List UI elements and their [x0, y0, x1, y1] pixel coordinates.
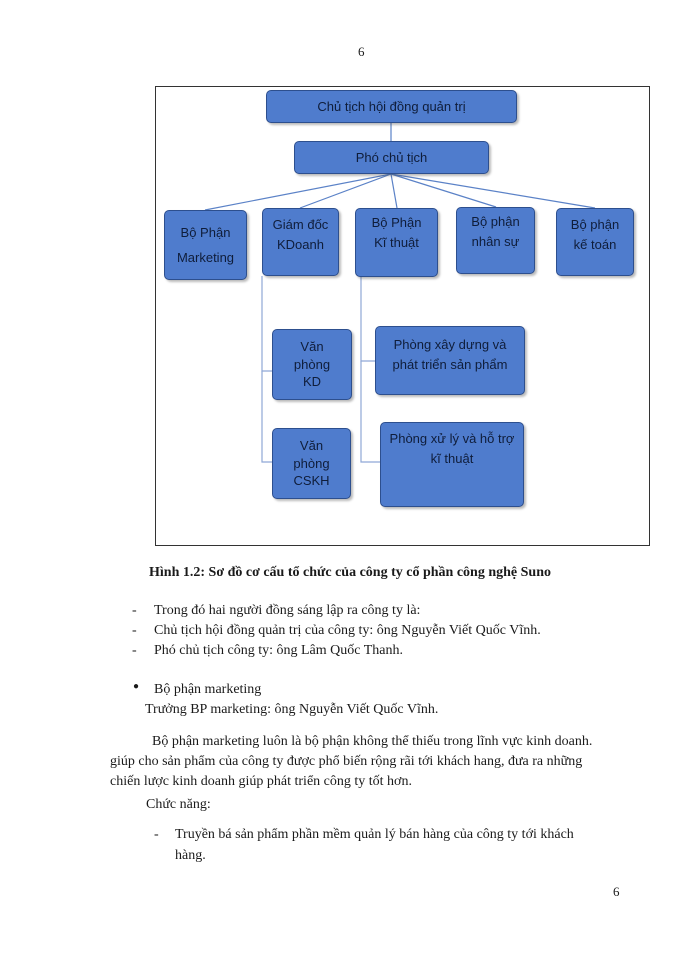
- page-number-top: 6: [358, 44, 365, 59]
- marketing-head: Trưởng BP marketing: ông Nguyễn Viết Quốc Vĩnh.: [145, 702, 439, 717]
- page-number-bottom: 6: [613, 884, 620, 899]
- list-dash: -: [154, 827, 159, 842]
- org-box-vice-chairman: Phó chủ tịch: [294, 141, 489, 174]
- list-dash: -: [132, 643, 137, 658]
- org-box-business-office: Văn phòng KD: [272, 329, 352, 400]
- section-title: Bộ phận marketing: [154, 682, 262, 697]
- founders-item-2: Chủ tịch hội đồng quản trị của công ty: ông Nguyễn Viết Quốc Vĩnh.: [154, 623, 541, 638]
- paragraph-line-2: giúp cho sản phẩm của công ty được phổ biến rộng rãi tới khách hang, đưa ra những: [110, 754, 583, 769]
- functions-label: Chức năng:: [146, 797, 211, 812]
- org-box-customer-care-office: Văn phòng CSKH: [272, 428, 351, 499]
- bullet-dot-icon: ●: [133, 681, 140, 692]
- figure-caption: Hình 1.2: Sơ đồ cơ cấu tổ chức của công ty cổ phần công nghệ Suno: [149, 565, 551, 580]
- org-box-business-director: Giám đốc KDoanh: [262, 208, 339, 276]
- founders-item-3: Phó chủ tịch công ty: ông Lâm Quốc Thanh.: [154, 643, 403, 658]
- function-item-line-1: Truyền bá sản phẩm phần mềm quản lý bán hàng của công ty tới khách: [175, 827, 574, 842]
- org-box-chairman: Chủ tịch hội đồng quản trị: [266, 90, 517, 123]
- paragraph-line-3: chiến lược kinh doanh giúp phát triển công ty tốt hơn.: [110, 774, 412, 789]
- org-box-marketing: Bộ Phận Marketing: [164, 210, 247, 280]
- founders-item-1: Trong đó hai người đồng sáng lập ra công ty là:: [154, 603, 421, 618]
- org-box-accounting: Bộ phận kế toán: [556, 208, 634, 276]
- org-box-hr: Bộ phận nhân sự: [456, 207, 535, 274]
- org-box-technical: Bộ Phận Kĩ thuật: [355, 208, 438, 277]
- org-box-tech-support: Phòng xử lý và hỗ trợ kĩ thuật: [380, 422, 524, 507]
- org-box-product-development: Phòng xây dựng và phát triển sản phẩm: [375, 326, 525, 395]
- function-item-line-2: hàng.: [175, 848, 206, 863]
- list-dash: -: [132, 623, 137, 638]
- paragraph-line-1: Bộ phận marketing luôn là bộ phận không thể thiếu trong lĩnh vực kinh doanh.: [152, 734, 593, 749]
- list-dash: -: [132, 603, 137, 618]
